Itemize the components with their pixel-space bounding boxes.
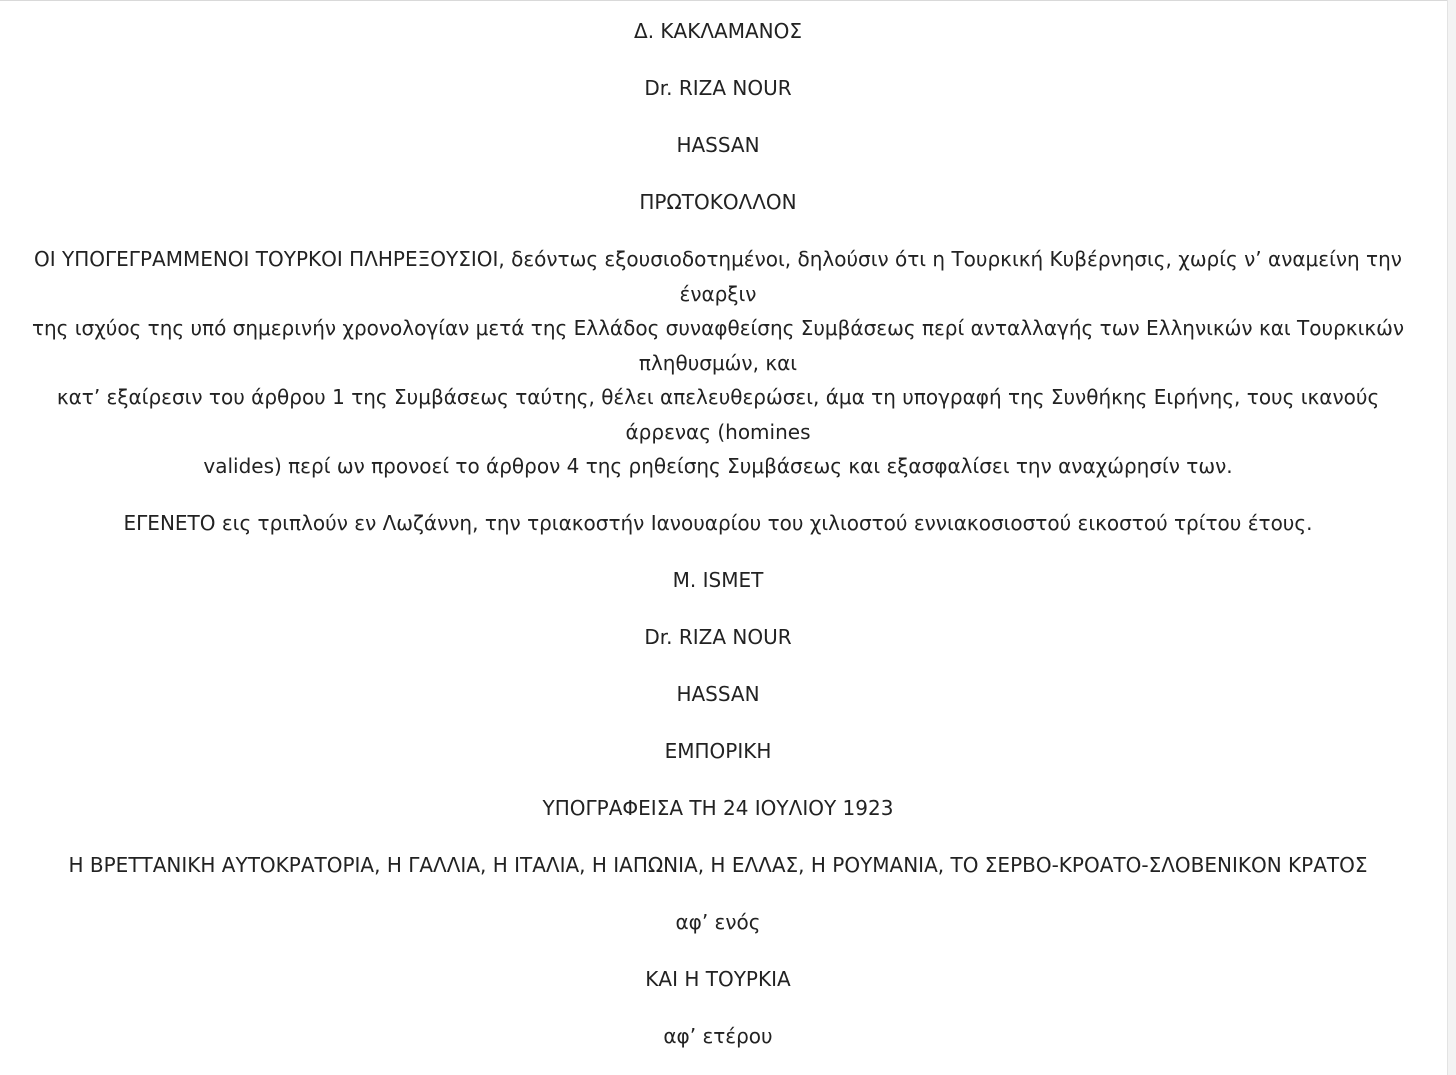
signatory-kaklamanos: Δ. ΚΑΚΛΑΜΑΝΟΣ: [634, 19, 802, 43]
done-at-lausanne-text: ΕΓΕΝΕΤΟ εις τριπλούν εν Λωζάννη, την τριακοστήν Ιανουαρίου του χιλιοστού εννιακοσιοστού εικοστού τρίτου έτους.: [123, 511, 1313, 535]
signatory-riza-nour: Dr. RIZA NOUR: [644, 625, 792, 649]
parties-turkey: ΚΑΙ Η ΤΟΥΡΚΙΑ: [645, 967, 791, 991]
protocol-line: ΟΙ ΥΠΟΓΕΓΡΑΜΜΕΝΟΙ ΤΟΥΡΚΟΙ ΠΛΗΡΕΞΟΥΣΙΟΙ, δεόντως εξουσιοδοτημένοι, δηλούσιν ότι η Τουρκική Κυβέρνησις, χωρίς ν’ αναμείνη την έναρξιν: [34, 247, 1402, 306]
top-border: [0, 0, 1456, 1]
on-the-other-part: αφ’ ετέρου: [663, 1024, 773, 1048]
on-the-one-part: αφ’ ενός: [675, 910, 761, 934]
signatory-ismet: M. ISMET: [672, 568, 764, 592]
protocol-line: valides) περί ων προνοεί το άρθρον 4 της ρηθείσης Συμβάσεως και εξασφαλίσει την αναχώρησίν των.: [203, 454, 1233, 478]
document-body: [18, 14, 1418, 1054]
protocol-line: κατ’ εξαίρεσιν του άρθρου 1 της Συμβάσεως ταύτης, θέλει απελευθερώσει, άμα τη υπογραφή της Συνθήκης Ειρήνης, τους ικανούς άρρενας (homines: [56, 385, 1380, 444]
commercial-heading: ΕΜΠΟΡΙΚΗ: [664, 739, 772, 763]
signatory-riza-nour: Dr. RIZA NOUR: [644, 76, 792, 100]
parties-list: Η ΒΡΕΤΤΑΝΙΚΗ ΑΥΤΟΚΡΑΤΟΡΙΑ, Η ΓΑΛΛΙΑ, Η ΙΤΑΛΙΑ, Η ΙΑΠΩΝΙΑ, Η ΕΛΛΑΣ, Η ΡΟΥΜΑΝΙΑ, ΤΟ ΣΕΡΒΟ-ΚΡΟΑΤΟ-ΣΛΟΒΕΝΙΚΟΝ ΚΡΑΤΟΣ: [68, 853, 1368, 877]
protocol-heading: ΠΡΩΤΟΚΟΛΛΟΝ: [639, 190, 797, 214]
signed-date: ΥΠΟΓΡΑΦΕΙΣΑ ΤΗ 24 ΙΟΥΛΙΟΥ 1923: [542, 796, 894, 820]
scrollbar[interactable]: [1447, 0, 1456, 1075]
protocol-line: της ισχύος της υπό σημερινήν χρονολογίαν μετά της Ελλάδος συναφθείσης Συμβάσεως περί ανταλλαγής των Ελληνικών και Τουρκικών πληθυσμών, και: [31, 316, 1405, 375]
signatory-hassan: HASSAN: [676, 133, 760, 157]
signatory-hassan: HASSAN: [676, 682, 760, 706]
protocol-paragraph: [18, 242, 1418, 484]
